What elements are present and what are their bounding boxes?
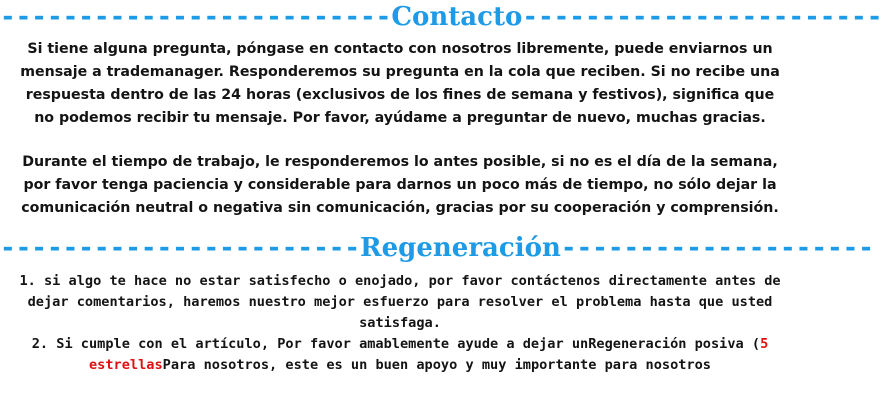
contact-heading [0,2,882,32]
feedback-title: Regeneración [360,233,561,263]
five-stars-highlight: 5 estrellas [88,336,769,373]
feedback-item-2-text-end: Para nosotros, este es un buen apoyo y muy importante para nosotros [162,357,711,373]
feedback-item-2 [12,334,788,376]
contact-paragraph-1: Si tiene alguna pregunta, póngase en contacto con nosotros libremente, puede enviarnos un mensaje a trademanager. Responderemos su pregunta en la cola que reciben. Si no recibe una respuesta dentro de las 24 horas (exclusivos de los fines de semana y festivos), significa que no podemos recibir tu mensaje. Por favor, ayúdame a preguntar de nuevo, muchas gracias. [20,41,780,126]
feedback-item-2-text: 2. Si cumple con el artículo, Por favor amablemente ayude a dejar unRegeneración posiva ( [31,336,761,352]
heading-dashes-left: ----------------------- [0,233,361,263]
heading-dashes-right: -------------------- [560,233,874,263]
heading-dashes-right: ----------------------- [522,2,882,32]
contact-title: Contacto [391,2,523,32]
contact-paragraph-2: Durante el tiempo de trabajo, le responderemos lo antes posible, si no es el día de la semana, por favor tenga paciencia y considerable para darnos un poco más de tiempo, no sólo dejar la comunicación neutral o negativa sin comunicación, gracias por su cooperación y comprensión. [21,154,779,216]
heading-dashes-left: ------------------------- [0,2,392,32]
feedback-item-1: 1. si algo te hace no estar satisfecho o enojado, por favor contáctenos directamente antes de dejar comentarios, haremos nuestro mejor esfuerzo para resolver el problema hasta que usted satisfaga. [19,273,781,331]
feedback-heading [0,232,874,264]
